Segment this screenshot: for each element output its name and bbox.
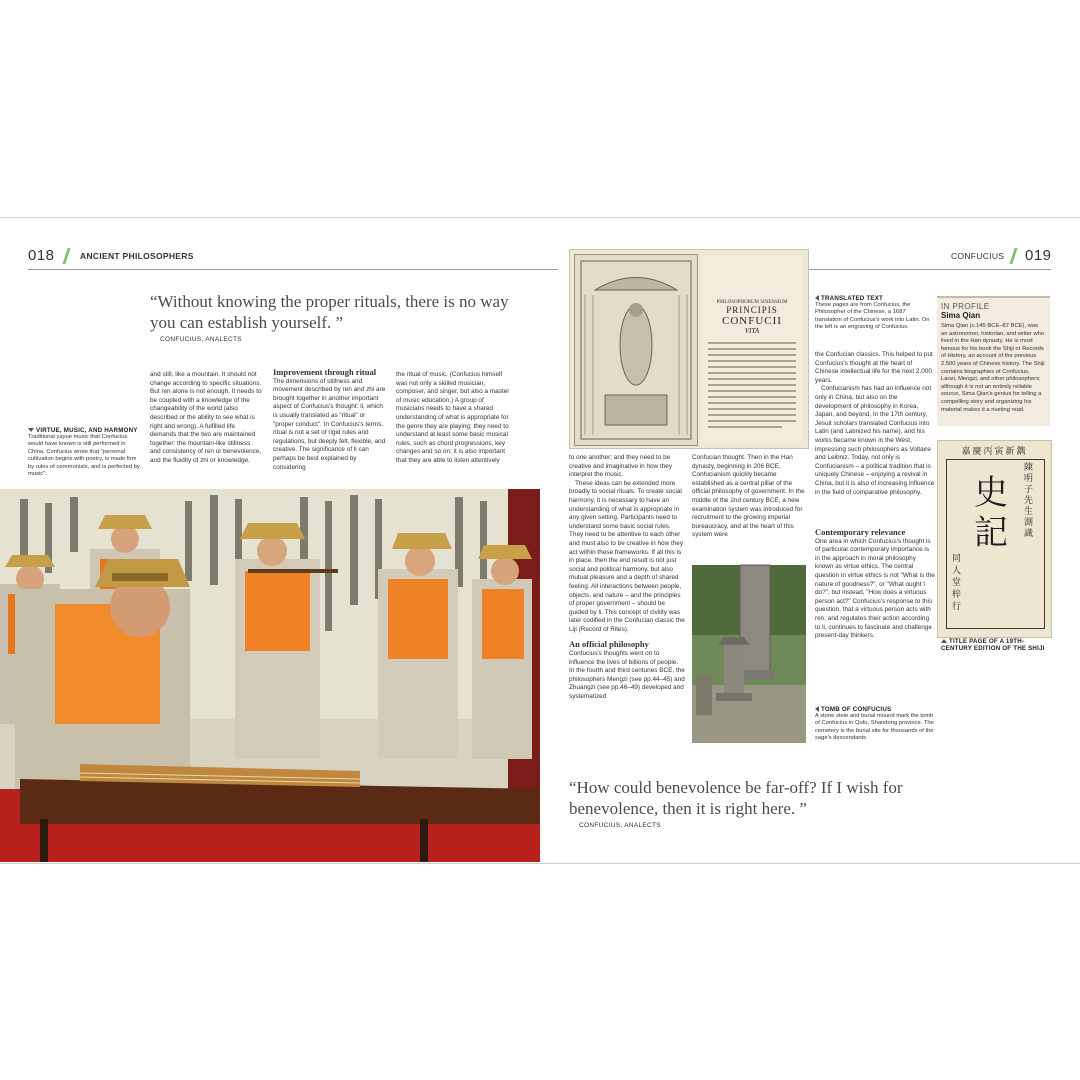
shiji-title-page bbox=[937, 440, 1052, 638]
body-column-3 bbox=[396, 371, 512, 483]
profile-body: Sima Qian (c.145 BCE–87 BCE), was an astronomer, historian, and writer who lived in the Han dynasty. He is most famous for his book the Shiji or Records of History, an account of the previous 2,500 years of Chinese history. The Shiji contains biographies of Confucius, Laozi, Mengzi, and other philosophers; although it is not an entirely reliable source, Sima Qian's genius for telling a compelling story and organizing his material makes it a riveting read. bbox=[941, 323, 1045, 413]
pull-quote-right: “How could benevolence be far-off? If I wish for benevolence, then it is right here. ” bbox=[569, 778, 903, 818]
body-column-7 bbox=[815, 528, 935, 668]
latin-text-lines bbox=[702, 339, 802, 449]
shiji-caption bbox=[941, 638, 1049, 652]
body-text: to one another; and they need to be creative and imaginative in how they interpret the music. bbox=[569, 454, 673, 479]
shiji-title-chars: 史記 bbox=[974, 473, 1008, 553]
pull-quote-right-text: How could benevolence be far-off? If I wish for benevolence, then it is right here. bbox=[569, 778, 903, 818]
running-head-right: CONFUCIUS bbox=[951, 251, 1005, 261]
body-text: Confucian thought. Then in the Han dynasty, beginning in 206 BCE, Confucianism quickly became established as a central pillar of the official philosophy of government. In the middle of the 2nd century BCE, a new examination system was introduced for recruitment to the growing imperial bureaucracy, and at the heart of this system were bbox=[692, 454, 805, 539]
body-column-4 bbox=[569, 454, 685, 784]
caption-title: VIRTUE, MUSIC, AND HARMONY bbox=[36, 427, 138, 434]
page-number-right: 019 bbox=[1025, 247, 1052, 264]
caption-title: TRANSLATED TEXT bbox=[821, 295, 884, 302]
tomb-caption bbox=[815, 706, 935, 743]
profile-name: Sima Qian bbox=[941, 311, 981, 320]
caption-pointer-icon bbox=[815, 706, 819, 712]
body-text: Confucius's thoughts went on to influence the lives of billions of people. In the fourth and third centuries BCE, the philosophers Mengzi (see pp.44–45) and Zhuangzi (see pp.46–49) developed and systematized bbox=[569, 650, 685, 701]
body-text: the Confucian classics. This helped to put Confucius's thought at the heart of Chinese intellectual life for the next 2,000 years. bbox=[815, 351, 933, 384]
latin-title-2: PRINCIPIS bbox=[726, 305, 778, 315]
latin-title-4: VITA bbox=[744, 327, 760, 335]
section-heading: An official philosophy bbox=[569, 639, 649, 650]
body-text: and still, like a mountain. It should not change according to specific situations. But ren alone is not enough. It needs to be coupled with a knowledge of the changeability of the world (also described or the ability to see what is right and wrong). A fulfilled life demands that the two are maintained together: the mountain-like stillness and consistency of ren or benevolence, and the fluidity of zhi or knowledge. bbox=[150, 371, 262, 464]
caption-body: Traditional yayue music that Confucius would have known is still performed in China. Confucius wrote that "personal cultivation begins with poetry, is made firm by rules of ceremonials, and is perfected by music". bbox=[28, 434, 140, 478]
header-slash-left bbox=[62, 248, 70, 264]
translated-caption bbox=[815, 295, 933, 332]
profile-box bbox=[937, 296, 1050, 426]
musicians-photo bbox=[0, 489, 540, 862]
book-spread bbox=[0, 217, 1080, 864]
latin-title-1: PHILOSOPHORUM SINENSIUM bbox=[716, 300, 788, 305]
body-column-1 bbox=[150, 371, 262, 483]
body-column-2 bbox=[273, 368, 387, 483]
latin-title-3: CONFUCII bbox=[722, 315, 782, 327]
header-rule-left bbox=[28, 269, 558, 270]
caption-title: TOMB OF CONFUCIUS bbox=[821, 706, 892, 713]
music-caption bbox=[28, 427, 140, 478]
pull-quote-left-text: Without knowing the proper rituals, there is no way you can establish yourself. bbox=[150, 292, 509, 332]
running-head-left: ANCIENT PHILOSOPHERS bbox=[80, 251, 194, 261]
shiji-side-chars: 陳明子先生測識 bbox=[1024, 463, 1034, 539]
tomb-photo bbox=[692, 565, 806, 743]
body-column-5 bbox=[692, 454, 808, 560]
engraving-page bbox=[574, 254, 698, 446]
caption-body: A stone stele and burial mound mark the tomb of Confucius in Qufu, Shandong province. The cemetery is the burial site for thousands of the sage's descendants. bbox=[815, 713, 934, 742]
caption-pointer-icon bbox=[28, 428, 34, 432]
caption-pointer-icon bbox=[941, 639, 947, 643]
profile-label: IN PROFILE bbox=[941, 302, 990, 311]
section-heading: Contemporary relevance bbox=[815, 527, 906, 537]
shiji-left-chars: 同人堂梓行 bbox=[952, 554, 962, 612]
caption-pointer-icon bbox=[815, 295, 819, 301]
body-text: Confucianism has had an influence not only in China, but also on the development of philosophy in Korea, Japan, and beyond. In the 17th century, Jesuit scholars translated Confucius into Latin (and Latinized his name), and his works became known in the West, impressing such philosophers as Voltaire and Leibniz. Today, not only is Confucianism – a political tradition that is uniquely Chinese – enjoying a revival in China, but it is also of increasing influence in the field of comparative philosophy. bbox=[815, 385, 935, 496]
header-rule-right bbox=[805, 269, 1051, 270]
body-text: One area in which Confucius's thought is of particular contemporary importance is in the approach in moral philosophy known as virtue ethics. The central question in virtue ethics is not "What is the nature of goodness?", or "What ought I do?", but instead, "How does a virtuous person act?" Confucius's response to this question, that a virtuous person acts with ren, and regulates their action according to li, continues to fascinate and challenge present-day thinkers. bbox=[815, 537, 935, 640]
shiji-top-chars: 嘉慶丙寅新鐫 bbox=[961, 447, 1028, 457]
quote-attribution-right: CONFUCIUS, ANALECTS bbox=[579, 822, 661, 829]
body-text: the ritual of music. (Confucius himself was not only a skilled musician, composer, and singer, but also a master of music education.) A group of musicians needs to have a shared understanding of what is appropriate for the genre they are playing; they need to understand at least some basic musical rules, such as chord progressions, key changes and so on; it is also important that they are able to listen attentively bbox=[396, 371, 510, 464]
latin-book-image bbox=[569, 249, 809, 449]
body-text: The dimensions of stillness and movement described by ren and zhi are brought together in another important aspect of Confucius's thought: li, which is usually translated as "ritual" or "proper conduct". In Confucius's terms, ritual is not a set of rigid rules and regulations, but deeply felt, flexible, and creative. The significance of li can perhaps be best explained by considering bbox=[273, 377, 386, 471]
body-text: These ideas can be extended more broadly to social rituals. To create social harmony, it is necessary to have an understanding of what is appropriate in any given setting. Participants need to understand some basic social rules. They need to be attentive to each other and must also to be creative in how they act within these frameworks. If all this is in place, then the end result is not just social and political harmony, but also mutual pleasure and a depth of shared feeling. All interactions between people, objects, and nature – and the principles of proper government – should be guided by li. This concept of civility was later codified in the Confucian classic the Liji (Record of Rites). bbox=[569, 479, 685, 633]
section-heading: Improvement through ritual bbox=[273, 367, 377, 377]
latin-text-page bbox=[702, 256, 802, 442]
quote-attribution-left: CONFUCIUS, ANALECTS bbox=[160, 336, 242, 343]
caption-title: TITLE PAGE OF A 19TH-CENTURY EDITION OF THE SHIJI bbox=[941, 638, 1045, 652]
pull-quote-left: “Without knowing the proper rituals, there is no way you can establish yourself. ” bbox=[150, 292, 509, 332]
caption-body: These pages are from Confucius, the Philosopher of the Chinese, a 1687 translation of Confucius's work into Latin. On the left is an engraving of Confucius. bbox=[815, 302, 930, 331]
header-slash-right bbox=[1009, 248, 1017, 264]
page-number-left: 018 bbox=[28, 247, 55, 264]
